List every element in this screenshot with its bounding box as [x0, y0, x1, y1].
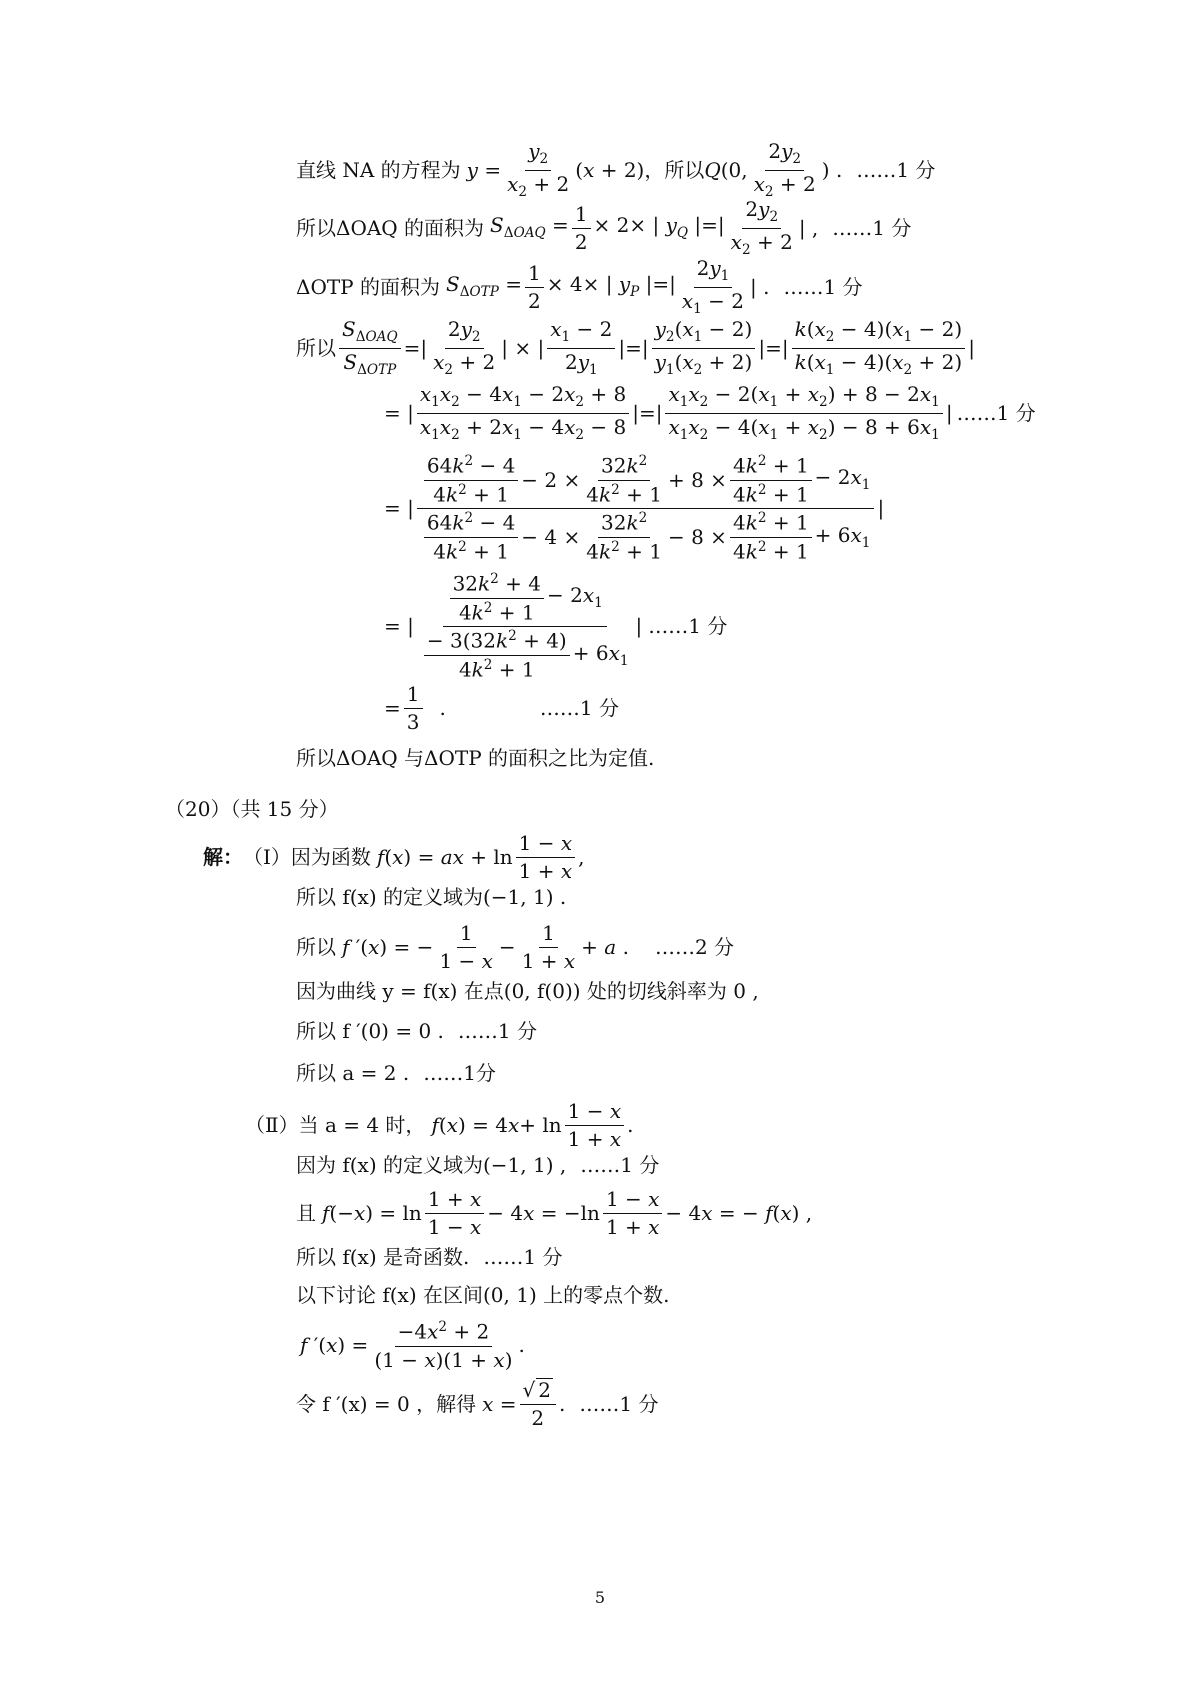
question-20-header	[165, 798, 339, 821]
derivative-line: 所以 f ′(x) = − $\frac{1}{1 - x}$ − $\frac{1}{1 + x}$ + a . ……2 分	[296, 921, 735, 973]
part2-intro-line: （Ⅱ）当 a = 4 时， f(x) = 4x+ ln 1 − x 1 + x .	[245, 1099, 634, 1151]
ratio-step-3: = | $64k^2 - 4$ $4k^2 + 1$ − 2 × $\frac{32k^2}{4k^2 + 1}$ + 8 × $\frac{4k^2 + 1}{4k^2 + 1}$ − $2x_1$ $64k^2 - 4$ $4k^2 + 1$ − 4 × $\frac{32k^2}{4k^2 + 1}$ − 8 × $\frac{4k^2 + 1}{4k^2 + 1}$ + $6x_1$ |	[384, 453, 885, 564]
q20-header-text: （20）（共 15 分）	[165, 797, 339, 821]
part2-intro-text: （Ⅱ）当 a = 4 时，	[245, 1113, 426, 1137]
domain2-text: 因为 f(x) 的定义域为(−1, 1) ,	[296, 1153, 567, 1177]
fprime0-line	[296, 1020, 537, 1043]
domain-line	[296, 886, 566, 909]
points-marker: ……1 分	[539, 696, 619, 720]
odd-text: 所以 f(x) 是奇函数.	[296, 1245, 470, 1269]
line-na-equation: 直线 NA 的方程为 y = $\frac{y_2}{x_2 + 2}$ (x + 2) ，所以 Q(0, $2y_2$ $x_2 + 2$ ) . ……1 分	[296, 139, 936, 200]
fprime-expr-line: f ′(x) = $\frac{-4x^2 + 2}{(1 - x)(1 + x)}$ .	[300, 1319, 525, 1372]
points-marker: ……1 分	[483, 1245, 563, 1269]
points-marker: ……1 分	[579, 1391, 659, 1416]
ratio-step-4: = | $32k^2 + 4$ $4k^2 + 1$ − $2x_1$ − $3(32k^2 + 4)$ $4k^2 + 1$ + $6x_1$ | ……1 分	[384, 571, 728, 682]
so-label-2: 所以	[296, 935, 336, 959]
points-marker: ……1 分	[457, 1019, 537, 1043]
area-otp-label: ΔOTP 的面积为	[296, 274, 440, 299]
and-label: 且	[296, 1201, 316, 1225]
conclusion-text: 所以ΔOAQ 与ΔOTP 的面积之比为定值.	[296, 746, 655, 770]
points-marker: ……1 分	[580, 1153, 660, 1177]
discuss-text: 以下讨论 f(x) 在区间(0, 1) 上的零点个数.	[296, 1283, 670, 1307]
area-otp-line: ΔOTP 的面积为 $S_{\Delta OTP}$ = $\frac{1}{2}$ × 4× | $y_P$ |=| $2y_1$ $x_1 - 2$ | . ……1 分	[296, 256, 863, 317]
fprime0-text: 所以 f ′(0) = 0 .	[296, 1019, 444, 1043]
odd-derivation-line: 且 f(−x) = ln 1 + x 1 − x − 4x = −ln 1 − x 1 + x − 4x = − f(x) ,	[296, 1187, 813, 1239]
ratio-line: 所以 $S_{\Delta OAQ}$ $S_{\Delta OTP}$ =| $2y_2$ $x_2 + 2$ | × | $x_1 - 2$ $2y_1$ |=| $y_2(x_1 - 2)$ $y_1(x_2 + 2)$ |=| $k(x_2 - 4)(x_1 - 2)$ $k(x_1 - 4)(x_2 + 2)$ |	[296, 317, 975, 378]
domain-text: 所以 f(x) 的定义域为(−1, 1) .	[296, 885, 567, 909]
points-marker: ……1 分	[832, 215, 912, 240]
points-marker: ……1 分	[956, 400, 1036, 425]
points-marker: ……2 分	[654, 935, 735, 959]
page-number: 5	[594, 1588, 606, 1607]
area-oaq-label: 所以ΔOAQ 的面积为	[296, 215, 485, 240]
tangent-line	[296, 980, 759, 1003]
a-value-line	[296, 1062, 496, 1085]
so-q-label: ，所以	[644, 157, 705, 182]
line-na-label: 直线 NA 的方程为	[296, 157, 461, 182]
a-value-text: 所以 a = 2 .	[296, 1061, 410, 1085]
conclusion-line	[296, 747, 654, 770]
so-label: 所以	[296, 335, 336, 360]
points-marker: ……1 分	[648, 614, 728, 639]
ratio-step-2: = | $x_1x_2 - 4x_1 - 2x_2 + 8$ $x_1x_2 + 2x_1 - 4x_2 - 8$ |=| $x_1x_2 - 2(x_1 + x_2) + 8 - 2x_1$ $x_1x_2 - 4(x_1 + x_2) - 8 + 6x_1$ | ……1 分	[384, 382, 1036, 443]
solve-line: 令 f ′(x) = 0 ，解得 x = $\frac{√ 2}{2}$ . ……1 分	[296, 1378, 659, 1430]
part1-intro-line: 解： （Ⅰ）因为函数 f(x) = ax + ln 1 − x 1 + x ,	[203, 831, 585, 883]
let-text: 令 f ′(x) = 0 ，解得	[296, 1391, 477, 1416]
points-marker: ……1 分	[856, 157, 936, 182]
points-marker: ……1 分	[783, 274, 863, 299]
part1-intro-text: （Ⅰ）因为函数	[243, 845, 371, 869]
domain2-line	[296, 1154, 659, 1177]
tangent-text: 因为曲线 y = f(x) 在点(0, f(0)) 处的切线斜率为 0 ,	[296, 979, 759, 1003]
solution-label: 解：	[203, 845, 243, 869]
discuss-line	[296, 1284, 670, 1307]
points-marker: ……1分	[423, 1061, 496, 1085]
odd-function-line	[296, 1246, 562, 1269]
area-oaq-line: 所以ΔOAQ 的面积为 $S_{\Delta OAQ}$ = $\frac{1}{2}$ × 2× | $y_Q$ |=| $2y_2$ $x_2 + 2$ | , ……1 分	[296, 197, 912, 258]
ratio-result: = $\frac{1}{3}$ . ……1 分	[384, 682, 619, 734]
